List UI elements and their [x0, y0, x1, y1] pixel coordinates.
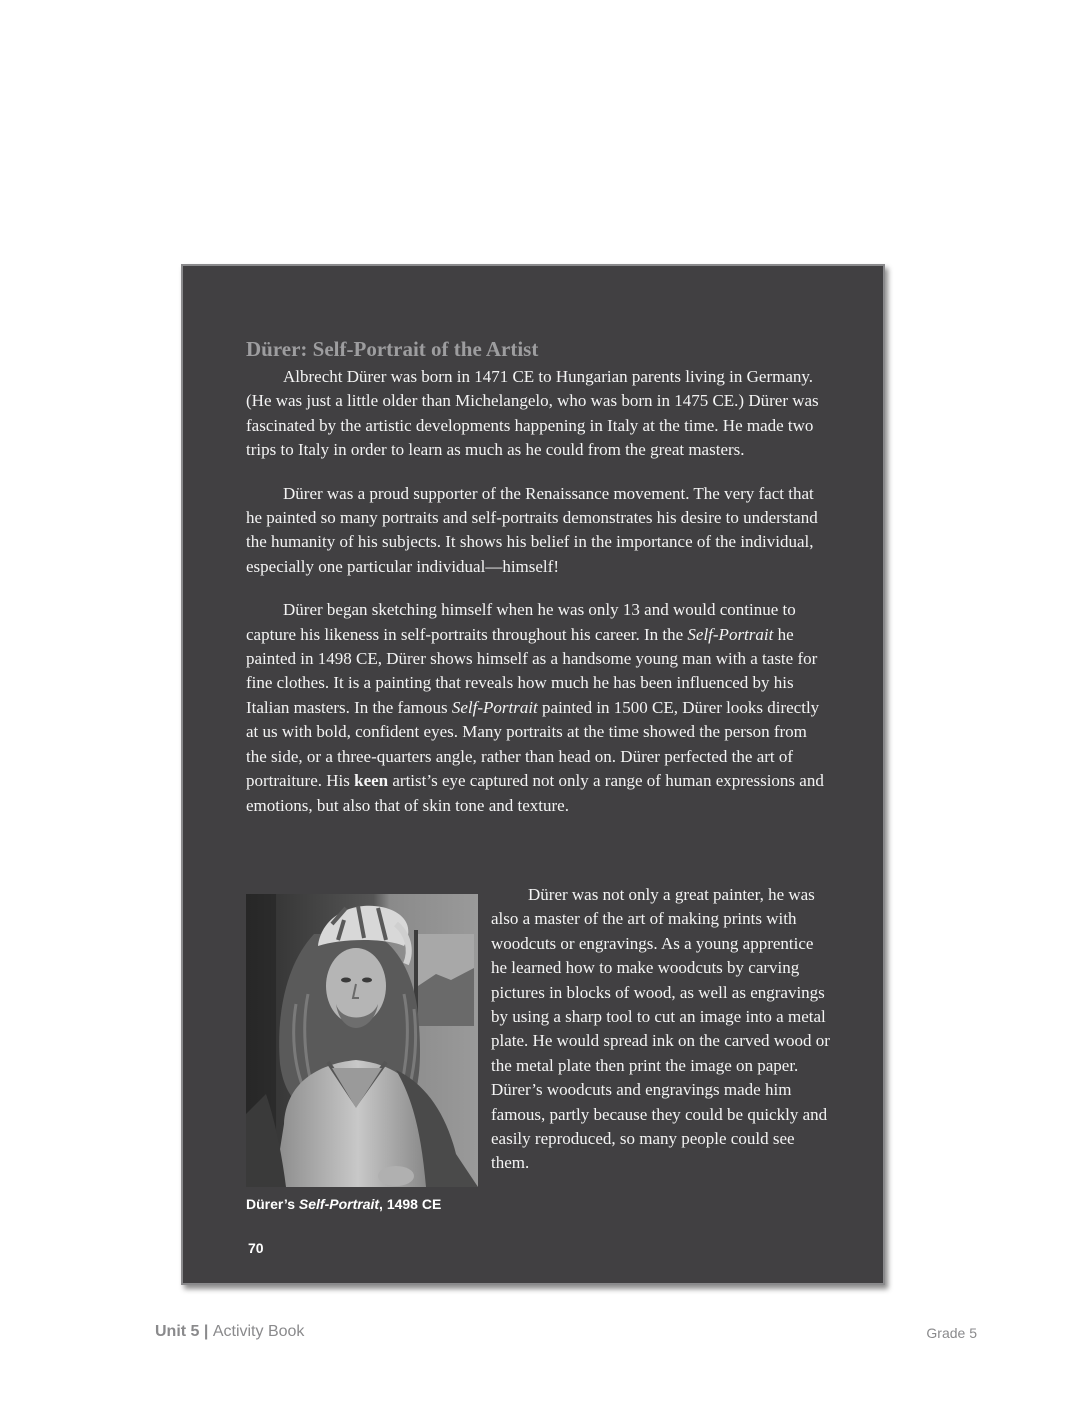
paragraph-3-part-d: artist’s eye captured not only a range of human expressions and emotions, but also that of skin tone and texture. — [246, 771, 824, 815]
footer-book-title: Activity Book — [212, 1323, 305, 1340]
self-portrait-title-1500: Self-Portrait — [451, 697, 538, 717]
paragraph-1: Albrecht Dürer was born in 1471 CE to Hungarian parents living in Germany. (He was just a little older than Michelangelo, who was born in 1475 CE.) Dürer was fascinated by the artistic developments happening in Italy at the time. He made two trips to Italy in order to learn as much as he could from the great masters. — [246, 367, 819, 460]
footer-grade: Grade 5 — [926, 1325, 977, 1341]
self-portrait-illustration — [246, 894, 478, 1187]
footer-book-info — [155, 1323, 304, 1341]
article-title: Dürer: Self-Portrait of the Artist — [246, 337, 539, 361]
self-portrait-image — [246, 894, 478, 1187]
portrait-figure — [246, 894, 478, 1212]
footer-unit: Unit 5 — [155, 1323, 200, 1340]
caption-suffix: , 1498 CE — [379, 1196, 442, 1212]
caption-artwork-title: Self-Portrait — [298, 1196, 380, 1212]
reading-panel — [181, 264, 885, 1285]
figure-caption — [246, 1196, 478, 1212]
footer-separator: | — [199, 1323, 213, 1340]
paragraph-2: Dürer was a proud supporter of the Renaissance movement. The very fact that he painted so many portraits and self-portraits demonstrates his desire to understand the humanity of his subjects. It shows his belief in the importance of the individual, especially one particular individual—himself! — [246, 483, 818, 576]
paragraph-3 — [246, 598, 826, 818]
article-body — [246, 365, 826, 837]
paragraph-3-part-a: Dürer began sketching himself when he was only 13 and would continue to capture his likeness in self-portraits throughout his career. In the — [246, 600, 796, 644]
paragraph-3-part-c: painted in 1500 CE, Dürer looks directly at us with bold, confident eyes. Many portraits at the time showed the person from the side, or a three-quarters angle, rather than head on. Dürer perfected the art of portraiture. His — [246, 697, 820, 791]
vocabulary-word-keen: keen — [354, 771, 389, 791]
paragraph-3-part-b: he painted in 1498 CE, Dürer shows himself as a handsome young man with a taste for fine clothes. It is a painting that reveals how much he has been influenced by his Italian masters. In the famous — [246, 624, 818, 717]
article-side-column — [491, 883, 831, 1176]
self-portrait-title-1498: Self-Portrait — [687, 624, 774, 644]
caption-prefix: Dürer’s — [246, 1196, 299, 1212]
paragraph-4: Dürer was not only a great painter, he was also a master of the art of making prints with woodcuts or engravings. As a young apprentice he learned how to make woodcuts by carving pictures in blocks of wood, as well as engravings by using a sharp tool to cut an image into a metal plate. He would spread ink on the carved wood or the metal plate then print the image on paper. Dürer’s woodcuts and engravings made him famous, partly because they could be quickly and easily reproduced, so many people could see them. — [491, 885, 830, 1173]
page-number: 70 — [248, 1240, 264, 1256]
